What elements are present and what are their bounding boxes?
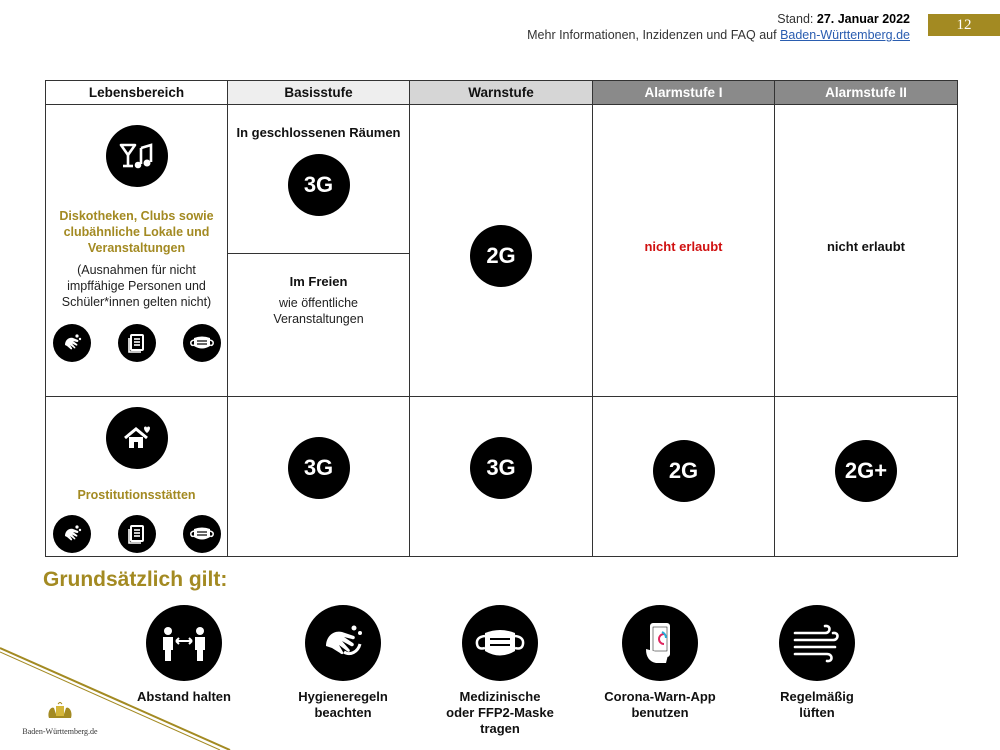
- row2-title: Prostitutionsstätten: [77, 488, 196, 502]
- table-row: [46, 397, 958, 557]
- col-header-basisstufe: Basisstufe: [228, 81, 410, 105]
- basis-outdoor-title: Im Freien: [289, 274, 348, 289]
- mask-icon: [183, 515, 221, 553]
- logo-text: Baden-Württemberg.de: [22, 727, 98, 736]
- row2-alarm2-badge: 2G+: [835, 440, 897, 502]
- row2-alarm1-badge: 2G: [653, 440, 715, 502]
- rule-label: Abstand halten: [137, 689, 231, 704]
- row2-warn-cell: [410, 397, 593, 557]
- mask-icon: [183, 324, 221, 362]
- rule-label: Corona-Warn-App benutzen: [604, 689, 716, 720]
- rules-title: Grundsätzlich gilt:: [43, 568, 228, 591]
- basis-indoor-badge: 3G: [288, 154, 350, 216]
- phone-app-icon: [622, 605, 698, 681]
- row2-alarm1-cell: [593, 397, 775, 557]
- rule-hygiene: [263, 605, 423, 721]
- row1-note: (Ausnahmen für nicht impffähige Personen und Schüler*innen gelten nicht): [61, 263, 212, 309]
- row1-basis-outdoor: [228, 254, 409, 327]
- row1-warn-badge: 2G: [470, 225, 532, 287]
- row2-lebensbereich-cell: [46, 397, 228, 557]
- rule-label: Medizinische oder FFP2-Maske tragen: [446, 689, 554, 736]
- row2-icons: [46, 515, 227, 553]
- bw-logo: [10, 702, 110, 736]
- col-header-warnstufe: Warnstufe: [410, 81, 593, 105]
- basis-outdoor-text: wie öffentliche Veranstaltungen: [273, 296, 364, 326]
- house-heart-icon: [106, 407, 168, 469]
- col-header-alarmstufe-2: Alarmstufe II: [775, 81, 958, 105]
- row2-basis-badge: 3G: [288, 437, 350, 499]
- table-row: [46, 105, 958, 397]
- document-icon: [118, 324, 156, 362]
- hand-wash-icon: [53, 324, 91, 362]
- row1-lebensbereich-cell: [46, 105, 228, 397]
- row1-warn-cell: [410, 105, 593, 397]
- coat-of-arms-icon: [45, 702, 75, 722]
- mask-icon: [462, 605, 538, 681]
- table-header-row: [46, 81, 958, 105]
- row1-icons: [46, 324, 227, 362]
- stand-prefix: Stand:: [777, 12, 817, 26]
- row2-basis-cell: [228, 397, 410, 557]
- rules-table: [45, 80, 958, 557]
- rule-label: Hygieneregeln beachten: [298, 689, 388, 720]
- page-header: [527, 11, 910, 43]
- row1-alarm2-cell: [775, 105, 958, 397]
- basis-indoor-title: In geschlossenen Räumen: [236, 125, 401, 140]
- row1-alarm2-text: nicht erlaubt: [826, 239, 905, 254]
- rule-app: [580, 605, 740, 721]
- col-header-lebensbereich: Lebensbereich: [46, 81, 228, 105]
- row2-alarm2-cell: [775, 397, 958, 557]
- rule-lueften: [737, 605, 897, 721]
- row1-basis-cell: [228, 105, 410, 397]
- wind-icon: [779, 605, 855, 681]
- rule-label: Regelmäßig lüften: [780, 689, 854, 720]
- row1-alarm1-cell: [593, 105, 775, 397]
- hygiene-hands-icon: [305, 605, 381, 681]
- row2-warn-badge: 3G: [470, 437, 532, 499]
- rule-mask: [420, 605, 580, 737]
- stand-date: 27. Januar 2022: [816, 12, 910, 26]
- info-link[interactable]: Baden-Württemberg.de: [780, 28, 910, 42]
- page-number: 12: [928, 14, 1000, 36]
- cocktail-music-icon: [106, 125, 168, 187]
- col-header-alarmstufe-1: Alarmstufe I: [593, 81, 775, 105]
- document-icon: [118, 515, 156, 553]
- row1-alarm1-text: nicht erlaubt: [644, 239, 723, 254]
- info-prefix: Mehr Informationen, Inzidenzen und FAQ auf: [527, 28, 781, 42]
- hand-wash-icon: [53, 515, 91, 553]
- row1-title: Diskotheken, Clubs sowie clubähnliche Lokale und Veranstaltungen: [59, 209, 214, 255]
- row1-basis-indoor: [228, 105, 409, 254]
